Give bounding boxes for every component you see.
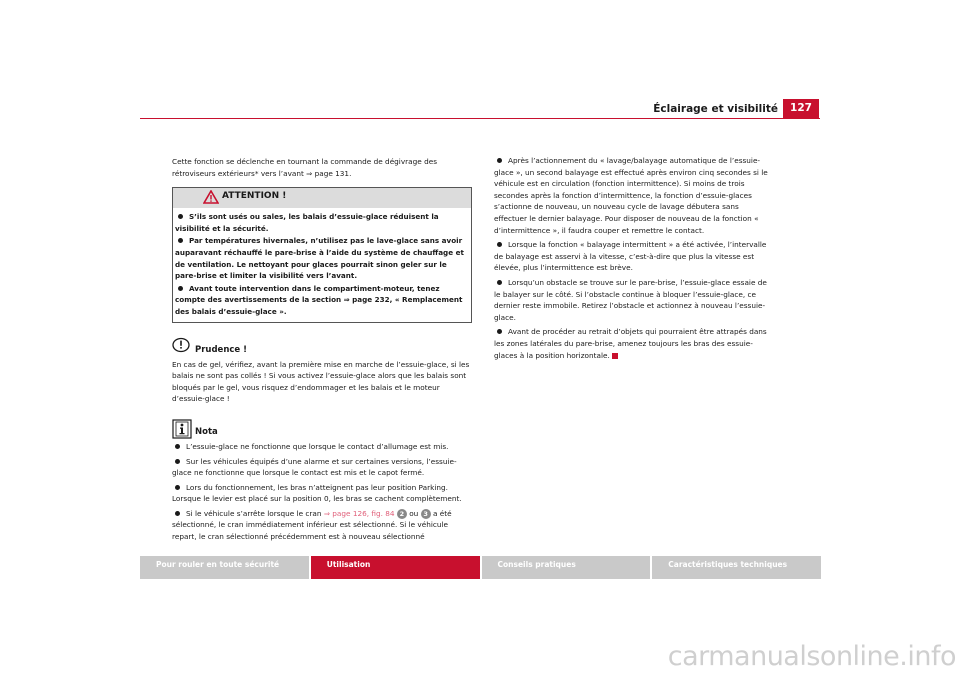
bullet-icon: [175, 459, 180, 464]
caution-icon: [172, 337, 190, 357]
bullet-icon: [178, 286, 183, 291]
list-item: Après l’actionnement du « lavage/balayage automatique de l’essuie-glace », un second balayage est effectué après environ cinq secondes si le véhicule est en circulation (fonction intermittence). Si moins de trois secondes après la fonction d’intermittence, la fonction d’essuie-glaces s’actionne de nouveau, un nouveau cycle de lavage débutera sans effectuer le dernier balayage. Pour disposer de nouveau de la fonction « d’intermittence », il faudra couper et remettre le contact.: [494, 156, 768, 235]
chapter-title: Éclairage et visibilité: [653, 103, 778, 115]
note-title: Nota: [195, 426, 218, 437]
position-2-badge: 2: [397, 509, 407, 519]
note-item: Sur les véhicules équipés d’une alarme et sur certaines versions, l’essuie-glace ne fonctionne que lorsque le contact est mis et le capot fermé.: [172, 456, 457, 478]
warning-header: [173, 188, 471, 208]
bullet-icon: [175, 485, 180, 490]
note-item: L’essuie-glace ne fonctionne que lorsque le contact d’allumage est mis.: [172, 441, 472, 453]
info-icon: [172, 419, 192, 443]
bullet-icon: [175, 511, 180, 516]
list-item: Avant de procéder au retrait d’objets qui pourraient être attrapés dans les zones latérales du pare-brise, amenez toujours les bras des essuie-glaces à la position horizontale.: [494, 327, 767, 360]
tab-safety[interactable]: Pour rouler en toute sécurité: [140, 556, 309, 579]
page-number: 127: [783, 99, 819, 118]
intro-paragraph: Cette fonction se déclenche en tournant la commande de dégivrage des rétroviseurs extérieurs* vers l’avant ⇒ page 131.: [172, 157, 437, 178]
warning-box: [172, 187, 472, 322]
list-item: Lorsqu’un obstacle se trouve sur le pare-brise, l’essuie-glace essaie de le balayer sur le côté. Si l’obstacle continue à bloquer l’essuie-glace, ce dernier reste immobile. Retirez l’obstacle et actionnez à nouveau l’essuie-glace.: [494, 277, 767, 322]
warning-item: S’ils sont usés ou sales, les balais d’essuie-glace réduisent la visibilité et la sécurité.: [175, 212, 439, 233]
footer-nav: [140, 556, 821, 579]
caution-text: En cas de gel, vérifiez, avant la première mise en marche de l’essuie-glace, si les balais ne sont pas collés ! Si vous activez l’essuie-glace alors que les balais sont bloqués par le gel, vous risquez d’endommager et les balais et le moteur d’essuie-glace !: [172, 359, 470, 404]
warning-triangle-icon: [203, 190, 219, 208]
tab-usage[interactable]: Utilisation: [311, 556, 480, 579]
bullet-icon: [497, 280, 502, 285]
bullet-icon: [175, 444, 180, 449]
header-rule: [140, 118, 820, 119]
caution-title: Prudence !: [195, 344, 248, 355]
left-column: [172, 156, 472, 546]
position-3-badge: 3: [421, 509, 431, 519]
list-item: Lorsque la fonction « balayage intermittent » a été activée, l’intervalle de balayage est asservi à la vitesse, c’est-à-dire que plus la vitesse est élevée, plus l’intermittence est brève.: [494, 240, 767, 273]
bullet-icon: [497, 158, 502, 163]
watermark: carmanualsonline.info: [667, 641, 956, 672]
warning-item: Par températures hivernales, n’utilisez pas le lave-glace sans avoir auparavant réchauffé le pare-brise à l’aide du système de chauffage et de ventilation. Le nettoyant pour glaces pourrait sinon geler sur le pare-brise et limiter la visibilité vers l’avant.: [175, 236, 464, 281]
bullet-icon: [178, 238, 183, 243]
note-item: Si le véhicule s’arrête lorsque le cran ⇒ page 126, fig. 84 2 ou 3 a été sélectionné, le cran immédiatement inférieur est sélectionné. Si le véhicule repart, le cran sélectionné précédemment est à nouveau sélectionné: [172, 508, 452, 542]
warning-item: Avant toute intervention dans le compartiment-moteur, tenez compte des avertissements de la section ⇒ page 232, « Remplacement des balais d’essuie-glace ».: [175, 283, 463, 316]
note-item: Lors du fonctionnement, les bras n’atteignent pas leur position Parking. Lorsque le levier est placé sur la position 0, les bras se cachent complètement.: [172, 482, 462, 504]
caution-header: [172, 337, 472, 359]
bullet-icon: [178, 214, 183, 219]
warning-title: ATTENTION !: [222, 191, 287, 202]
end-of-section-marker-icon: [612, 353, 618, 359]
note-header: [172, 419, 472, 441]
page-ref-link[interactable]: ⇒ page 126, fig. 84: [323, 508, 395, 518]
warning-body: [173, 208, 471, 321]
bullet-icon: [497, 242, 502, 247]
right-column: [494, 155, 768, 364]
bullet-icon: [497, 329, 502, 334]
tab-technical-specs[interactable]: Caractéristiques techniques: [652, 556, 821, 579]
tab-practical-tips[interactable]: Conseils pratiques: [482, 556, 651, 579]
